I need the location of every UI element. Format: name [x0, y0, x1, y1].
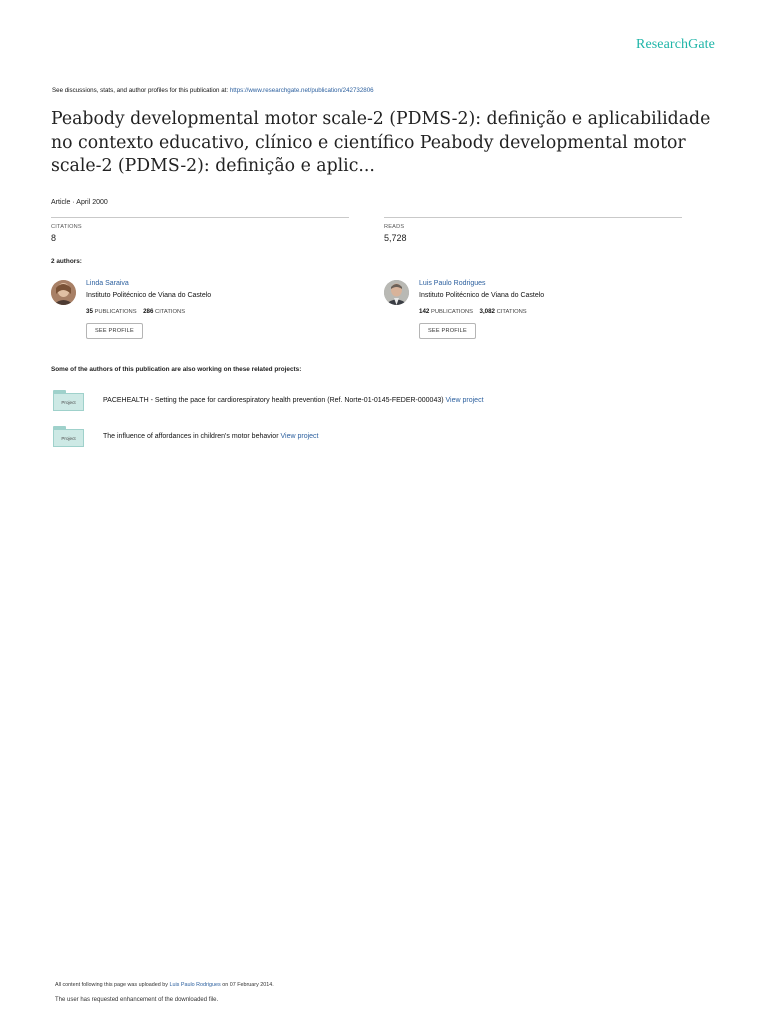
upload-suffix: on 07 February 2014.	[220, 982, 274, 988]
project-folder-icon[interactable]	[53, 426, 84, 448]
reads-label: READS	[384, 224, 405, 230]
project-badge: Project	[53, 429, 84, 447]
publication-url-link[interactable]: https://www.researchgate.net/publication/242732806	[229, 87, 374, 94]
enhancement-request-note: The user has requested enhancement of the downloaded file.	[55, 997, 219, 1003]
project-item	[103, 433, 319, 440]
project-title: PACEHEALTH - Setting the pace for cardiorespiratory health prevention (Ref. Norte-01-0145-FEDER-000043)	[103, 397, 446, 404]
publication-title: Peabody developmental motor scale-2 (PDMS-2): definição e aplicabilidade no contexto educativo, clínico e científico Peabody developmental motor scale-2 (PDMS-2): definição e aplic...	[51, 109, 711, 177]
author-institution: Instituto Politécnico de Viana do Castelo	[419, 292, 545, 299]
uploader-link[interactable]: Luis Paulo Rodrigues	[169, 982, 221, 988]
project-folder-icon[interactable]	[53, 390, 84, 412]
researchgate-logo[interactable]: ResearchGate	[636, 37, 715, 52]
reads-count: 5,728	[384, 233, 407, 243]
author-avatar-luis-paulo-rodrigues[interactable]	[384, 280, 409, 305]
view-project-link[interactable]: View project	[445, 397, 484, 404]
see-profile-button[interactable]: SEE PROFILE	[419, 323, 476, 339]
author-institution: Instituto Politécnico de Viana do Castelo	[86, 292, 212, 299]
citations-divider	[51, 217, 349, 218]
citations-label: CITATIONS	[155, 309, 186, 315]
upload-note	[55, 982, 274, 988]
publications-label: PUBLICATIONS	[430, 309, 474, 315]
citations-count: 8	[51, 233, 57, 243]
authors-heading: 2 authors:	[51, 258, 82, 265]
avatar-photo	[51, 280, 76, 305]
author-name-link[interactable]: Linda Saraiva	[86, 280, 129, 287]
publications-count: 142	[419, 308, 430, 315]
article-type-date: Article · April 2000	[51, 199, 108, 206]
citations-count: 3,082	[479, 308, 495, 315]
project-badge: Project	[53, 393, 84, 411]
view-project-link[interactable]: View project	[280, 433, 319, 440]
see-profile-button[interactable]: SEE PROFILE	[86, 323, 143, 339]
author-stats	[419, 308, 527, 315]
author-avatar-linda-saraiva[interactable]	[51, 280, 76, 305]
discussion-line	[52, 87, 374, 94]
avatar-photo	[384, 280, 409, 305]
author-name-link[interactable]: Luis Paulo Rodrigues	[419, 280, 486, 287]
project-title: The influence of affordances in children's motor behavior	[103, 433, 281, 440]
citations-count: 286	[143, 308, 154, 315]
publications-count: 35	[86, 308, 93, 315]
discussion-prefix: See discussions, stats, and author profiles for this publication at:	[52, 87, 230, 94]
citations-label: CITATIONS	[496, 309, 527, 315]
author-stats	[86, 308, 185, 315]
upload-prefix: All content following this page was uploaded by	[55, 982, 170, 988]
citations-label: CITATIONS	[51, 224, 82, 230]
reads-divider	[384, 217, 682, 218]
project-item	[103, 397, 484, 404]
related-projects-heading: Some of the authors of this publication are also working on these related projects:	[51, 366, 302, 373]
publications-label: PUBLICATIONS	[94, 309, 137, 315]
